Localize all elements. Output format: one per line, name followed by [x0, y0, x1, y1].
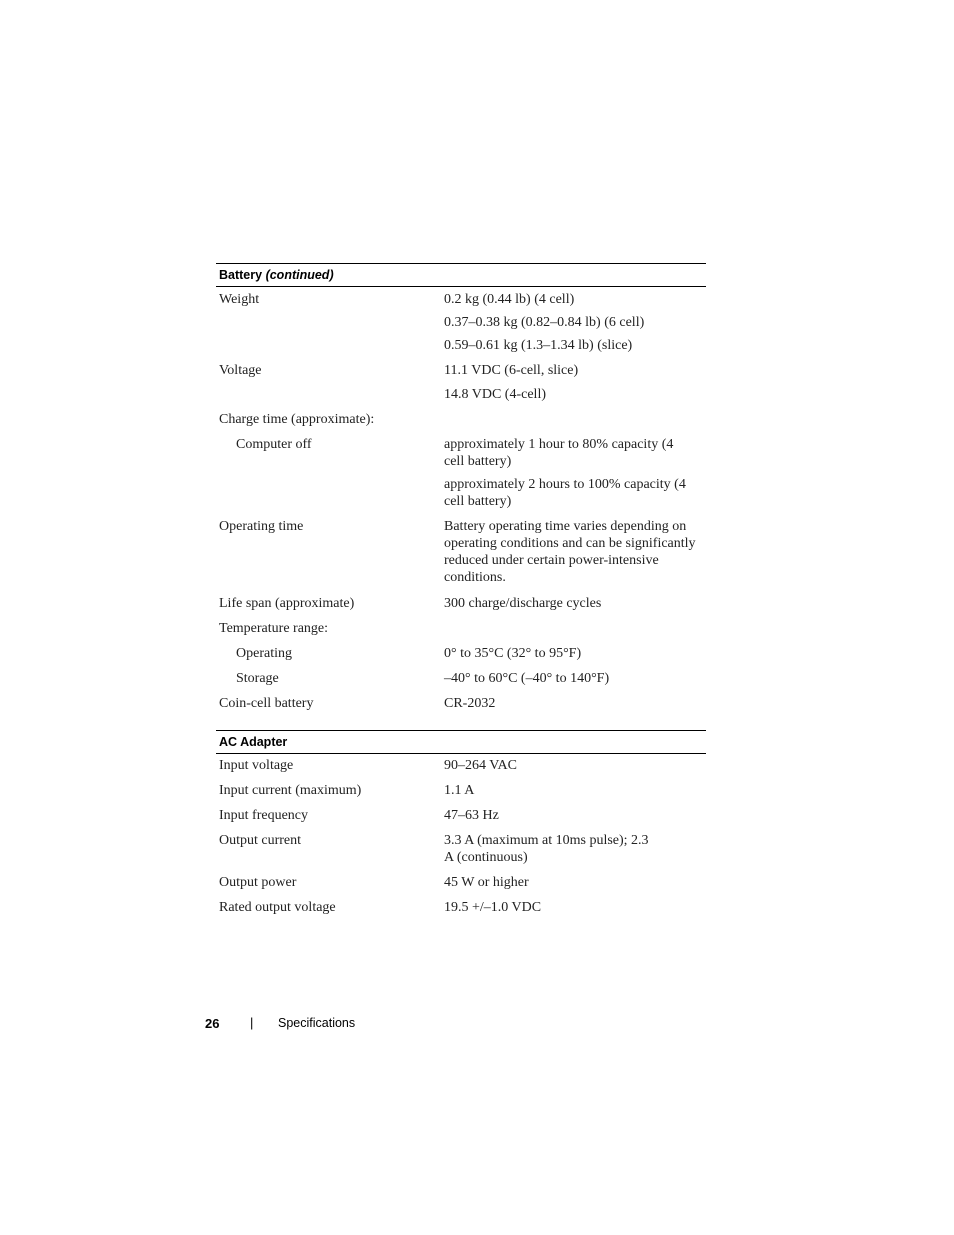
- spec-label: Coin-cell battery: [219, 696, 314, 711]
- spec-label: Input voltage: [219, 758, 294, 773]
- spec-value: 11.1 VDC (6-cell, slice): [444, 363, 579, 378]
- spec-value: 0° to 35°C (32° to 95°F): [444, 646, 582, 661]
- spec-value: CR-2032: [444, 696, 496, 711]
- spec-label: Life span (approximate): [219, 596, 355, 611]
- page-number: 26: [205, 1016, 220, 1031]
- spec-value: 0.59–0.61 kg (1.3–1.34 lb) (slice): [444, 338, 633, 353]
- footer-section-name: Specifications: [278, 1016, 356, 1030]
- spec-label: Output current: [219, 833, 302, 848]
- ac-adapter-section: [216, 730, 706, 915]
- spec-value: 0.2 kg (0.44 lb) (4 cell): [444, 292, 575, 307]
- spec-label: Weight: [219, 292, 260, 307]
- spec-value: 0.37–0.38 kg (0.82–0.84 lb) (6 cell): [444, 315, 645, 330]
- spec-value: approximately 2 hours to 100% capacity (4 cell battery): [444, 477, 686, 509]
- spec-value: 47–63 Hz: [444, 808, 499, 823]
- ac-adapter-title: AC Adapter: [219, 735, 288, 749]
- spec-value: 14.8 VDC (4-cell): [444, 387, 546, 402]
- spec-label: Charge time (approximate):: [219, 412, 375, 427]
- footer-separator: |: [250, 1015, 254, 1030]
- spec-label: Output power: [219, 875, 297, 890]
- spec-value: 3.3 A (maximum at 10ms pulse); 2.3 A (continuous): [444, 833, 649, 865]
- spec-value: –40° to 60°C (–40° to 140°F): [444, 671, 610, 686]
- spec-label: Input current (maximum): [219, 783, 362, 798]
- battery-section: [216, 263, 706, 711]
- spec-label: Operating time: [219, 519, 304, 534]
- spec-label: Computer off: [236, 437, 312, 452]
- ac-adapter-section-header: [216, 730, 706, 754]
- spec-value: Battery operating time varies depending on operating conditions and can be significantly reduced under certain power-intensive conditions.: [444, 519, 696, 585]
- spec-label: Storage: [236, 671, 279, 686]
- spec-label: Rated output voltage: [219, 900, 336, 915]
- spec-value: approximately 1 hour to 80% capacity (4 cell battery): [444, 437, 674, 469]
- spec-value: 1.1 A: [444, 783, 475, 798]
- battery-title: Battery: [219, 268, 263, 282]
- spec-label: Voltage: [219, 363, 262, 378]
- spec-label: Temperature range:: [219, 621, 329, 636]
- spec-value: 45 W or higher: [444, 875, 529, 890]
- spec-value: 300 charge/discharge cycles: [444, 596, 602, 611]
- spec-label: Operating: [236, 646, 292, 661]
- battery-section-header: [216, 263, 706, 287]
- spec-value: 19.5 +/–1.0 VDC: [444, 900, 542, 915]
- spec-label: Input frequency: [219, 808, 309, 823]
- spec-value: 90–264 VAC: [444, 758, 518, 773]
- battery-title-suffix: (continued): [265, 268, 334, 282]
